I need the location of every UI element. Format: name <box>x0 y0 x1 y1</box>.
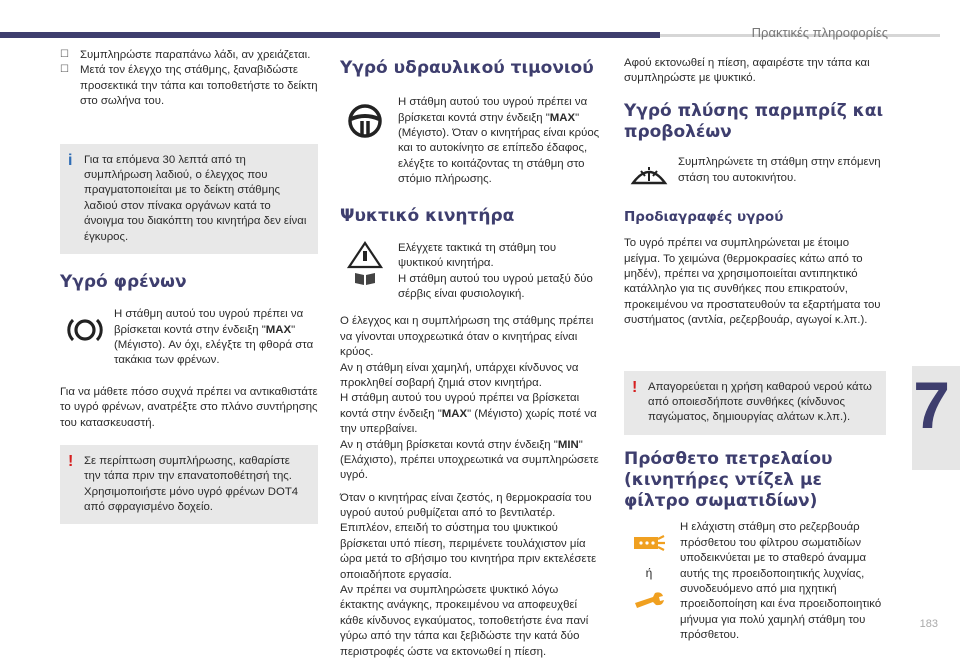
washer-row <box>624 155 886 187</box>
brake-fluid-heading: Υγρό φρένων <box>60 271 187 292</box>
column-1 <box>60 48 318 524</box>
additive-row <box>624 520 886 643</box>
wrench-icon <box>633 590 665 610</box>
coolant-warning-icon <box>347 241 383 269</box>
list-item: ☐ Μετά τον έλεγχο της στάθμης, ξαναβιδώστε προσεκτικά την τάπα και τοποθετήστε το δείκτη στο σωλήνα του. <box>60 63 318 109</box>
warning-icon: ! <box>68 452 74 470</box>
brake-warning-box <box>60 445 318 525</box>
column-3 <box>624 48 886 644</box>
info-box <box>60 144 318 254</box>
chapter-number: 7 <box>913 368 950 442</box>
additive-icons <box>624 520 674 610</box>
coolant-intro: Ελέγχετε τακτικά τη στάθμη του ψυκτικού κινητήρα. Η στάθμη αυτού του υγρού μεταξύ δύο σέρβις είναι φυσιολογική. <box>398 241 593 301</box>
book-icon <box>353 271 377 287</box>
page-section-title: Πρακτικές πληροφορίες <box>751 25 888 40</box>
oil-bullets <box>60 48 318 110</box>
brake-fluid-text: Η στάθμη αυτού του υγρού πρέπει να βρίσκεται κοντά στην ένδειξη "MAX" (Μέγιστο). Αν όχι, ελέγξτε τη φθορά στα τακάκια των φρένων. <box>114 308 314 367</box>
steering-text: Η στάθμη αυτού του υγρού πρέπει να βρίσκεται κοντά στην ένδειξη "MAX" (Μέγιστο). Όταν ο κινητήρας είναι κρύος και το αυτοκίνητο σε επίπεδο έδαφος, ελέγξτε το κοιτάζοντας τη στάθμη στο στόμιο πλήρωσης. <box>398 96 600 186</box>
coolant-row <box>340 241 600 303</box>
washer-warning-text: Απαγορεύεται η χρήση καθαρού νερού κάτω από οποιεσδήποτε συνθήκες (κίνδυνος παγώματος, δημιουργίας αλάτων κ.λπ.). <box>648 380 872 424</box>
info-icon: i <box>68 151 73 169</box>
info-text: Για τα επόμενα 30 λεπτά από τη συμπλήρωση λαδιού, ο έλεγχος που πραγματοποιείται με το δείκτη στάθμης λαδιού στον πίνακα οργάνων κατά το άνοιγμα του διακόπτη του κινητήρα δεν είναι έγκυρος. <box>84 153 307 243</box>
washer-text: Συμπληρώνετε τη στάθμη στην επόμενη στάση του αυτοκινήτου. <box>678 156 881 184</box>
fluid-spec-text: Το υγρό πρέπει να συμπληρώνεται με έτοιμο μείγμα. Το χειμώνα (θερμοκρασίες κάτω από το μηδέν), πρέπει να χρησιμοποιείται αντιπηκτικό κατάλληλο για τις συνθήκες που επικρατούν, προκειμένου να προστατευθούν τα εξαρτήματα του συστήματος (αντλία, ρεζερβουάρ, αγωγοί κ.λπ.). <box>624 237 881 327</box>
steering-row <box>340 95 600 187</box>
brake-warning-text: Σε περίπτωση συμπλήρωσης, καθαρίστε την τάπα πριν την επανατοποθέτησή της. Χρησιμοποιήστε μόνο υγρό φρένων DOT4 από σφραγισμένο δοχείο. <box>84 454 299 514</box>
diesel-additive-icon <box>631 528 667 558</box>
coolant-level-text: Ο έλεγχος και η συμπλήρωση της στάθμης πρέπει να γίνονται υποχρεωτικά όταν ο κινητήρας είναι κρύος. Αν η στάθμη είναι χαμηλή, υπάρχει κίνδυνος να προκληθεί σοβαρή ζημιά στον κινητήρα. Η στάθμη αυτού του υγρού πρέπει να βρίσκεται κοντά στην ένδειξη "MAX" (Μέγιστο) χωρίς ποτέ να την υπερβαίνει. Αν η στάθμη βρίσκεται κοντά στην ένδειξη "MIN" (Ελάχιστο), πρέπει υποχρεωτικά να συμπληρώσετε υγρό. <box>340 315 599 482</box>
fluid-spec-heading: Προδιαγραφές υγρού <box>624 209 784 226</box>
warning-icon: ! <box>632 378 638 396</box>
brake-interval-text: Για να μάθετε πόσο συχνά πρέπει να αντικαθιστάτε το υγρό φρένων, ανατρέξτε στο πλάνο συντήρησης του κατασκευαστή. <box>60 385 318 429</box>
coolant-hot-text: Όταν ο κινητήρας είναι ζεστός, η θερμοκρασία του υγρού αυτού ρυθμίζεται από το βεντιλατέρ. Επιπλέον, επειδή το σύστημα του ψυκτικού βρίσκεται υπό πίεση, περιμένετε τουλάχιστον μία ώρα μετά το σβήσιμο του κινητήρα πριν εκτελέσετε οποιαδήποτε εργασία. Αν πρέπει να συμπληρώσετε ψυκτικό λόγω έκτακτης ανάγκης, προκειμένου να αποφευχθεί κάθε κίνδυνος εγκαύματος, τοποθετήστε ένα πανί γύρω από την τάπα και ξεβιδώστε την κατά δύο περιστροφές ώστε να εκτονωθεί η πίεση. <box>340 491 597 658</box>
coolant-heading: Ψυκτικό κινητήρα <box>340 205 515 226</box>
coolant-icons <box>340 241 390 287</box>
column-2 <box>340 48 600 660</box>
washer-fluid-heading: Υγρό πλύσης παρμπρίζ και προβολέων <box>624 100 884 143</box>
diesel-additive-heading: Πρόσθετο πετρελαίου (κινητήρες ντίζελ με φίλτρο σωματιδίων) <box>624 448 833 512</box>
steering-fluid-heading: Υγρό υδραυλικού τιμονιού <box>340 58 594 78</box>
page-number: 183 <box>919 618 938 630</box>
washer-warning-box <box>624 371 886 435</box>
coolant-refill-text: Αφού εκτονωθεί η πίεση, αφαιρέστε την τάπα και συμπληρώστε με ψυκτικό. <box>624 57 870 85</box>
brake-fluid-row <box>60 307 318 369</box>
additive-text: Η ελάχιστη στάθμη στο ρεζερβουάρ πρόσθετου του φίλτρου σωματιδίων υποδεικνύεται με το σταθερό άναμμα αυτής της προειδοποιητικής λυχνίας, συνοδευόμενο από μια ηχητική προειδοποίηση και ένα προειδοποιητικό μήνυμα για πολύ χαμηλή στάθμη του πρόσθετου. <box>680 521 882 642</box>
list-item: ☐ Συμπληρώστε παραπάνω λάδι, αν χρειάζεται. <box>60 48 318 63</box>
steering-wheel-icon <box>340 95 390 139</box>
brake-fluid-icon <box>60 307 110 345</box>
header-bar <box>0 32 660 38</box>
or-label: ή <box>645 566 653 581</box>
washer-icon <box>624 155 674 187</box>
